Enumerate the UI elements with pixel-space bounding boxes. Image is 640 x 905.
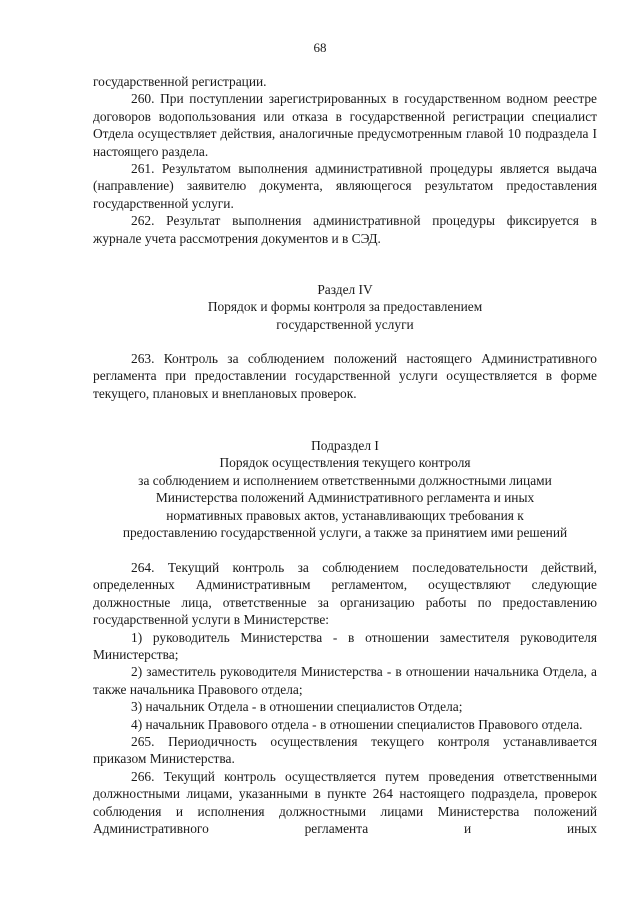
- section-title: Раздел IV: [317, 282, 373, 297]
- list-item-4: 4) начальник Правового отдела - в отношении специалистов Правового отдела.: [131, 716, 583, 732]
- subsection-line-3: Министерства положений Административного регламента и иных: [155, 490, 535, 506]
- section-subtitle-line-1: Порядок и формы контроля за предоставлением: [207, 299, 483, 315]
- paragraph-261: 261. Результатом выполнения административной процедуры является выдача (направление) заявителю документа, являющегося результатом предоставления государственной услуги.: [93, 161, 597, 211]
- subsection-title: Подраздел I: [311, 438, 379, 453]
- paragraph-continuation: государственной регистрации.: [93, 74, 267, 89]
- paragraph-260: 260. При поступлении зарегистрированных в государственном водном реестре договоров водопользования или отказа в государственной регистрации специалист Отдела осуществляет действия, аналогичные предусмотренным главой 10 подраздела I настоящего раздела.: [93, 91, 597, 159]
- list-item-1: 1) руководитель Министерства - в отношении заместителя руководителя Министерства;: [93, 629, 597, 663]
- subsection-heading: [93, 437, 597, 541]
- paragraph-263-block: [93, 350, 597, 402]
- top-paragraphs: [93, 73, 597, 247]
- paragraph-265: 265. Периодичность осуществления текущего контроля устанавливается приказом Министерства.: [93, 734, 597, 767]
- paragraph-263: 263. Контроль за соблюдением положений настоящего Административного регламента при предоставлении государственной услуги осуществляется в форме текущего, плановых и внеплановых проверок.: [93, 351, 597, 401]
- paragraph-266: 266. Текущий контроль осуществляется путем проведения ответственными должностными лицами, указанными в пункте 264 настоящего подраздела, проверок соблюдения и исполнения должностными лицами Министерства положений Административного регламента и иных: [93, 768, 597, 837]
- page-number: 68: [313, 40, 327, 55]
- list-item-3: 3) начальник Отдела - в отношении специалистов Отдела;: [131, 699, 463, 715]
- subsection-line-5: предоставлению государственной услуги, а также за принятием ими решений: [122, 525, 568, 541]
- subsection-line-4: нормативных правовых актов, устанавливающих требования к: [166, 507, 524, 523]
- paragraph-262: 262. Результат выполнения административной процедуры фиксируется в журнале учета рассмотрения документов и в СЭД.: [93, 213, 597, 246]
- subsection-line-2: за соблюдением и исполнением ответственными должностными лицами: [138, 472, 552, 488]
- subsection-line-1: Порядок осуществления текущего контроля: [219, 455, 471, 471]
- section-heading: [93, 281, 597, 333]
- paragraph-264-block: [93, 559, 597, 838]
- list-item-2: 2) заместитель руководителя Министерства - в отношении начальника Отдела, а также начальника Правового отдела;: [93, 664, 597, 697]
- paragraph-264: 264. Текущий контроль за соблюдением последовательности действий, определенных Административным регламентом, осуществляют следующие должностные лица, ответственные за организацию работы по предоставлению государственной услуги в Министерстве:: [93, 560, 597, 628]
- section-subtitle-line-2: государственной услуги: [276, 316, 414, 332]
